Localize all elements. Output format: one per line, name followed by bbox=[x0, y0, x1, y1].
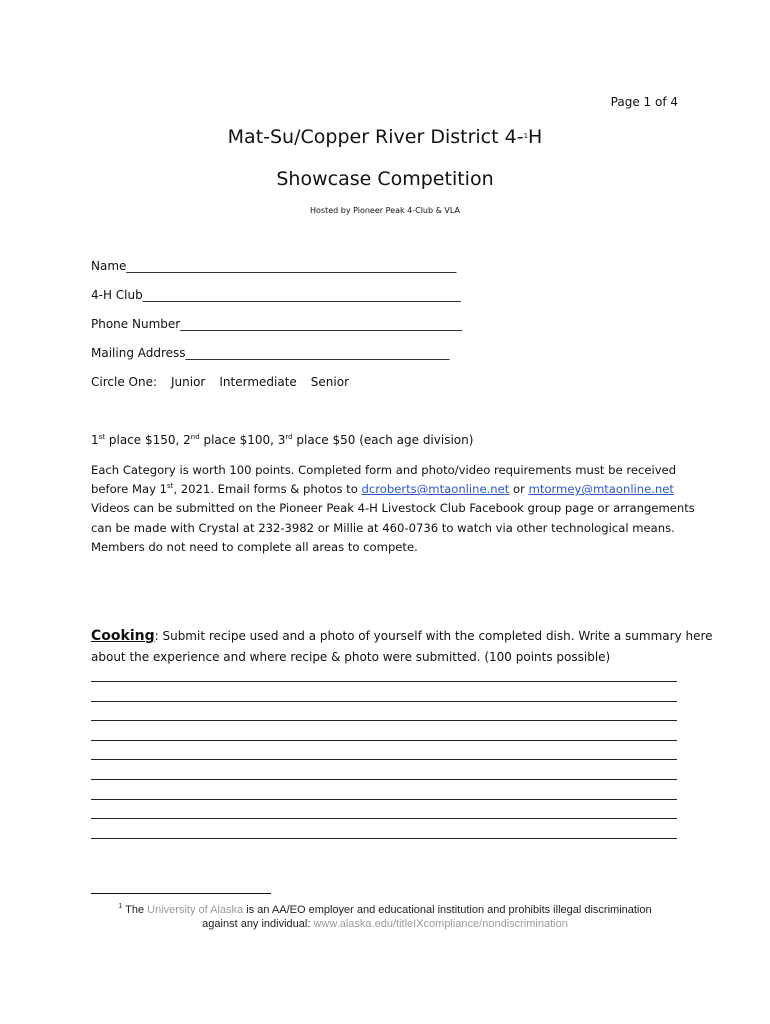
instructions-line-3: Videos can be submitted on the Pioneer Peak 4-H Livestock Club Facebook group page or arrangements bbox=[91, 501, 695, 516]
hosted-by: Hosted by Pioneer Peak 4-Club & VLA bbox=[309, 206, 460, 215]
footnote-the: The bbox=[122, 904, 148, 916]
address-field[interactable]: Mailing Address____________________________________________ bbox=[91, 346, 450, 360]
answer-line[interactable] bbox=[91, 701, 677, 702]
name-field[interactable]: Name_______________________________________________________ bbox=[91, 259, 457, 273]
answer-line[interactable] bbox=[91, 759, 677, 760]
footnote-statement: is an AA/EO employer and educational institution and prohibits illegal discrimination bbox=[243, 904, 652, 916]
option-senior[interactable]: Senior bbox=[310, 375, 349, 389]
option-junior[interactable]: Junior bbox=[171, 375, 206, 389]
option-intermediate[interactable]: Intermediate bbox=[219, 375, 297, 389]
email-link-mtormey[interactable]: mtormey@mtaonline.net bbox=[528, 482, 674, 497]
circle-one bbox=[91, 375, 349, 389]
cooking-section bbox=[91, 626, 713, 667]
instructions-line-5: Members do not need to complete all areas to compete. bbox=[91, 539, 418, 554]
answer-line[interactable] bbox=[91, 818, 677, 819]
footnote-line-1 bbox=[0, 903, 770, 917]
prize-info bbox=[91, 433, 473, 447]
answer-line[interactable] bbox=[91, 838, 677, 839]
circle-label: Circle One: bbox=[91, 375, 157, 389]
title-text-end: H bbox=[528, 126, 543, 148]
footnote-line-2 bbox=[0, 917, 770, 931]
university-link[interactable]: University of Alaska bbox=[147, 904, 244, 916]
email-link-dcroberts[interactable]: dcroberts@mtaonline.net bbox=[361, 482, 510, 497]
prize-2-text: place $100, 3 bbox=[199, 433, 286, 447]
prize-1: 1 bbox=[91, 433, 99, 447]
answer-line[interactable] bbox=[91, 740, 677, 741]
instructions-line-1: Each Category is worth 100 points. Completed form and photo/video requirements must be received bbox=[91, 463, 677, 477]
prize-1-text: place $150, 2 bbox=[105, 433, 191, 447]
ordinal-nd: nd bbox=[190, 433, 200, 441]
deadline-text: before May 1 bbox=[91, 482, 168, 497]
cooking-heading: Cooking bbox=[91, 628, 155, 644]
document-subtitle: Showcase Competition bbox=[276, 168, 494, 190]
nondiscrimination-url[interactable]: www.alaska.edu/titleIXcompliance/nondiscrimination bbox=[313, 918, 568, 930]
instructions-line-2 bbox=[91, 480, 691, 499]
footnote-marker: 1 bbox=[118, 903, 123, 910]
instructions-paragraph bbox=[91, 461, 695, 557]
ordinal-st: st bbox=[167, 482, 174, 491]
page-number: Page 1 of 4 bbox=[610, 95, 678, 109]
answer-line[interactable] bbox=[91, 681, 677, 682]
document-title bbox=[0, 126, 770, 148]
footnote-statement-2: against any individual: bbox=[202, 918, 314, 930]
email-intro: , 2021. Email forms & photos to bbox=[173, 482, 362, 497]
footnote-divider bbox=[91, 893, 271, 894]
cooking-line-1 bbox=[91, 626, 713, 647]
footnote bbox=[0, 903, 770, 931]
or-text: or bbox=[509, 482, 529, 497]
answer-line[interactable] bbox=[91, 779, 677, 780]
footnote-ref[interactable]: 1 bbox=[523, 132, 529, 140]
prize-3-text: place $50 (each age division) bbox=[292, 433, 474, 447]
answer-line[interactable] bbox=[91, 720, 677, 721]
cooking-line-2: about the experience and where recipe & photo were submitted. (100 points possible) bbox=[91, 649, 611, 664]
cooking-answer-area[interactable] bbox=[91, 681, 677, 857]
cooking-instructions: : Submit recipe used and a photo of yourself with the completed dish. Write a summary here bbox=[154, 629, 713, 643]
ordinal-rd: rd bbox=[285, 433, 293, 441]
club-field[interactable]: 4-H Club_____________________________________________________ bbox=[91, 288, 461, 302]
instructions-line-4: can be made with Crystal at 232-3982 or Millie at 460-0736 to watch via other technological means. bbox=[91, 520, 675, 535]
answer-line[interactable] bbox=[91, 799, 677, 800]
ordinal-st: st bbox=[98, 433, 106, 441]
title-text: Mat-Su/Copper River District 4- bbox=[227, 126, 524, 148]
phone-field[interactable]: Phone Number_______________________________________________ bbox=[91, 317, 463, 331]
